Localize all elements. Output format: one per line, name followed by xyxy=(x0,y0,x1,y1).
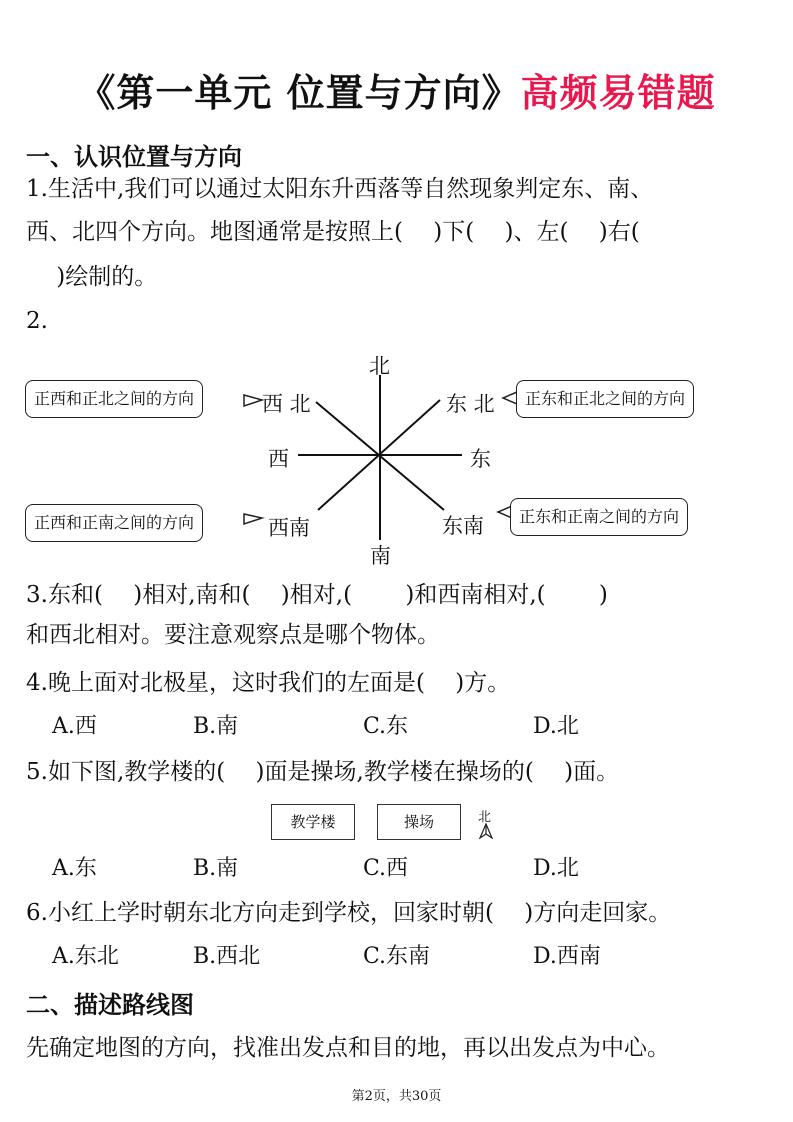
title-highlight: 高频易错题 xyxy=(520,71,716,115)
label-northwest: 西 北 xyxy=(262,392,311,416)
label-southeast: 东南 xyxy=(442,514,484,538)
callout-northwest: 正西和正北之间的方向 xyxy=(25,380,203,418)
q2-number: 2. xyxy=(26,308,48,334)
q4-option-a[interactable]: A.西 xyxy=(52,714,97,739)
label-south: 南 xyxy=(370,544,391,568)
north-arrow-icon xyxy=(479,823,493,839)
q4-option-d[interactable]: D.北 xyxy=(533,714,579,739)
q4-option-b[interactable]: B.南 xyxy=(193,714,239,739)
callout-southeast: 正东和正南之间的方向 xyxy=(510,498,688,536)
label-west: 西 xyxy=(268,447,289,471)
q5-option-a[interactable]: A.东 xyxy=(52,856,97,881)
callout-sw-pointer xyxy=(244,514,262,524)
q5-option-b[interactable]: B.南 xyxy=(193,856,239,881)
section2-heading: 二、描述路线图 xyxy=(26,991,194,1019)
q6-option-c[interactable]: C.东南 xyxy=(363,944,431,969)
label-northeast: 东 北 xyxy=(446,392,495,416)
q4-stem: 4.晚上面对北极星，这时我们的左面是( )方。 xyxy=(26,670,511,696)
q1-line2: 西、北四个方向。地图通常是按照上( )下( )、左( )右( xyxy=(26,219,640,245)
label-east: 东 xyxy=(470,447,491,471)
section2-text: 先确定地图的方向，找准出发点和目的地，再以出发点为中心。 xyxy=(26,1035,670,1061)
section1-heading: 一、认识位置与方向 xyxy=(26,143,242,171)
teaching-building-box: 教学楼 xyxy=(271,804,355,840)
q3-line1: 3.东和( )相对,南和( )相对,( )和西南相对,( ) xyxy=(26,582,608,608)
q4-option-c[interactable]: C.东 xyxy=(363,714,409,739)
callout-northeast: 正东和正北之间的方向 xyxy=(516,380,694,418)
label-southwest: 西南 xyxy=(268,516,310,540)
label-north: 北 xyxy=(369,354,390,378)
q5-option-d[interactable]: D.北 xyxy=(533,856,579,881)
q1-line1: 1.生活中,我们可以通过太阳东升西落等自然现象判定东、南、 xyxy=(26,176,654,202)
q6-option-a[interactable]: A.东北 xyxy=(52,944,119,969)
compass-diagram xyxy=(0,340,793,580)
q5-option-c[interactable]: C.西 xyxy=(363,856,409,881)
callout-ne-pointer xyxy=(503,392,517,404)
q6-stem: 6.小红上学时朝东北方向走到学校，回家时朝( )方向走回家。 xyxy=(26,900,672,926)
title-main: 《第一单元 位置与方向》 xyxy=(77,71,521,115)
q5-stem: 5.如下图,教学楼的( )面是操场,教学楼在操场的( )面。 xyxy=(26,759,620,785)
callout-southwest: 正西和正南之间的方向 xyxy=(25,504,203,542)
callout-nw-pointer xyxy=(244,395,262,406)
north-mark-label: 北 xyxy=(478,810,492,825)
playground-box: 操场 xyxy=(377,804,461,840)
q6-option-d[interactable]: D.西南 xyxy=(533,944,601,969)
page-number: 第2页，共30页 xyxy=(351,1089,442,1104)
q3-line2: 和西北相对。要注意观察点是哪个物体。 xyxy=(26,622,440,648)
q1-line3: )绘制的。 xyxy=(26,264,158,290)
q6-option-b[interactable]: B.西北 xyxy=(193,944,261,969)
page-title xyxy=(0,62,793,117)
